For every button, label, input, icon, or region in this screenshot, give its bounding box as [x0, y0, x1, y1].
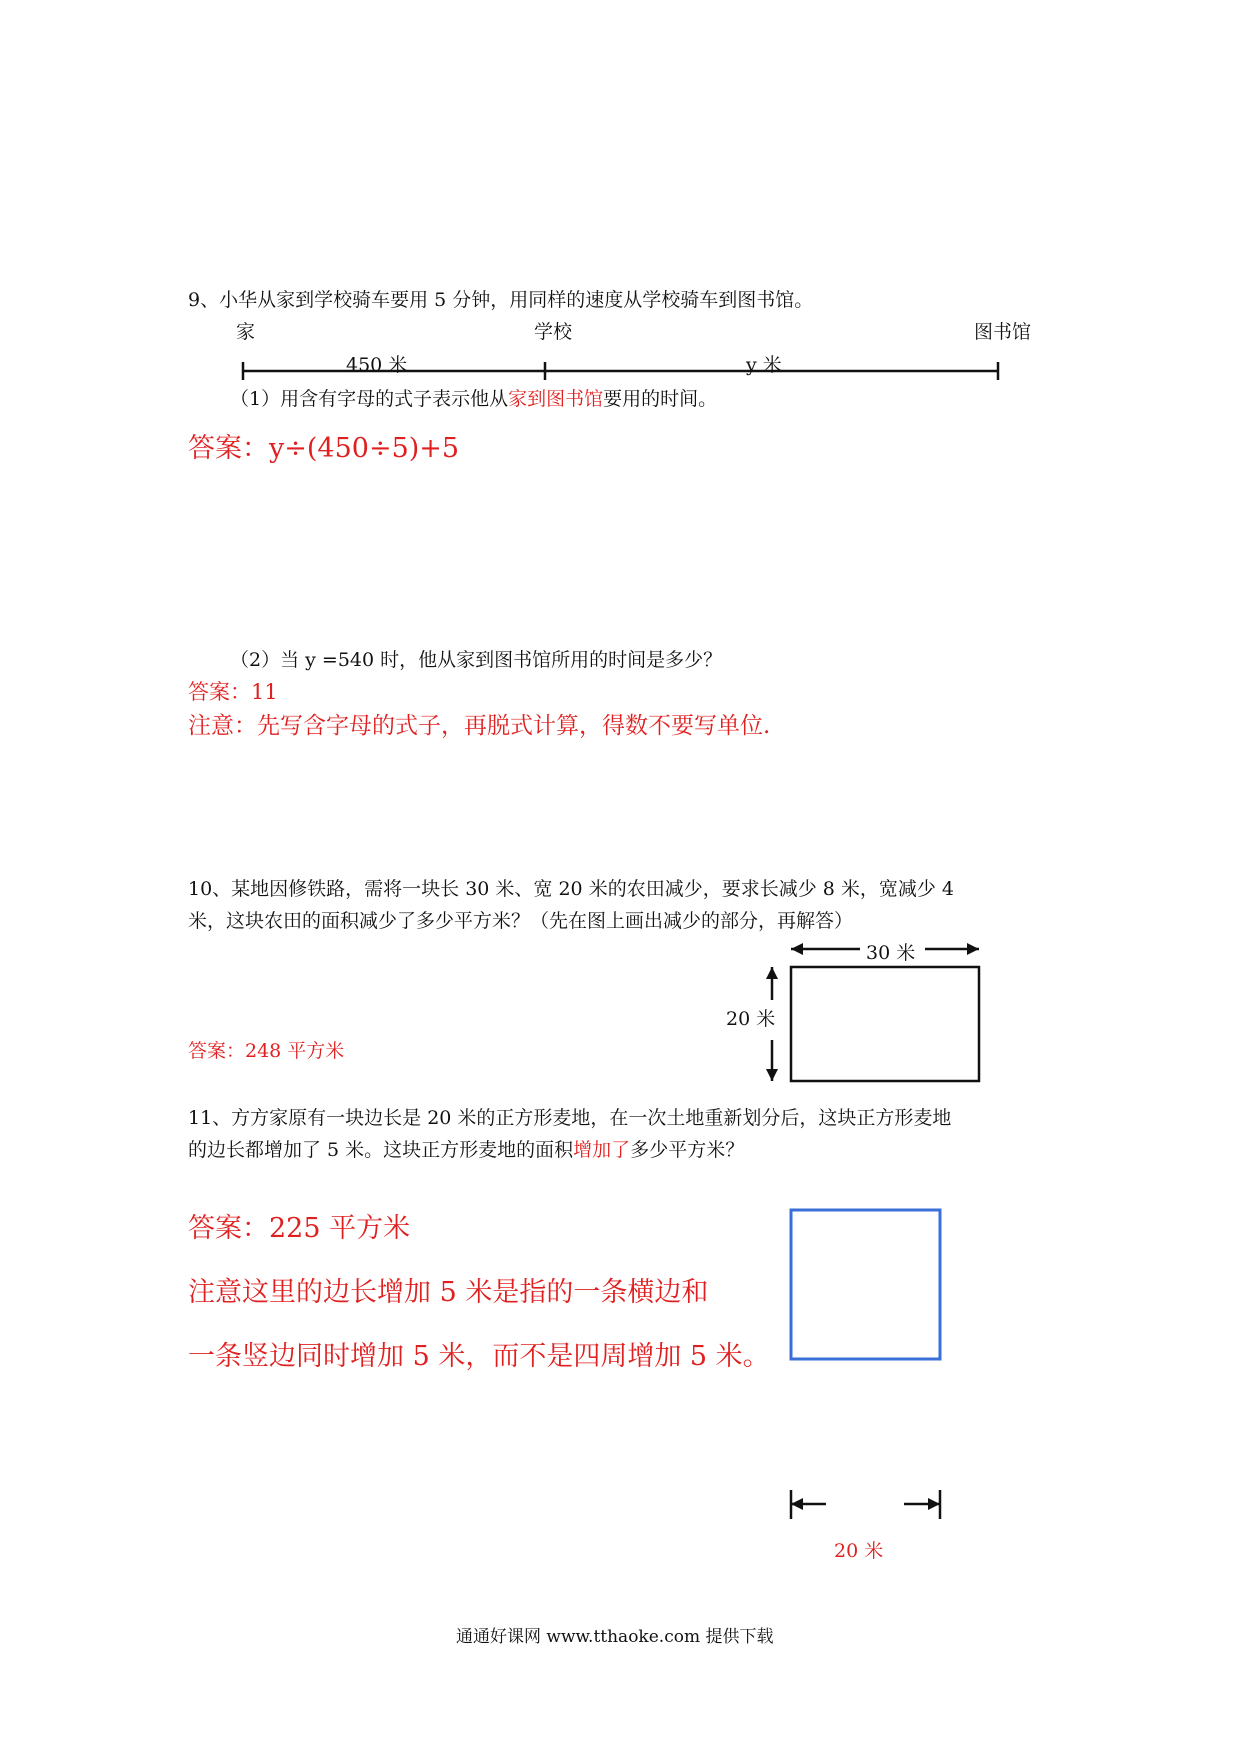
q11-question-line2: [188, 1135, 744, 1162]
q10-field-rect: [791, 967, 979, 1081]
q11-answer: 答案：225 平方米: [188, 1213, 411, 1244]
q10-question-line2: 米，这块农田的面积减少了多少平方米？（先在图上画出减少的部分，再解答）: [188, 910, 854, 932]
segment-450: 450 米: [346, 354, 408, 376]
q11-line2-post: 多少平方米？: [630, 1139, 745, 1161]
q11-line2-pre: 的边长都增加了 5 米。这块正方形麦地的面积: [188, 1139, 574, 1161]
segment-y: y 米: [746, 354, 782, 376]
q10-width-label: 20 米: [726, 1008, 776, 1030]
q9-part2-note: 注意：先写含字母的式子，再脱式计算，得数不要写单位.: [188, 713, 771, 739]
q11-line2-highlight: 增加了: [573, 1139, 631, 1161]
q9-part1-highlight: 家到图书馆: [508, 388, 604, 410]
q11-question-line1: 11、方方家原有一块边长是 20 米的正方形麦地，在一次土地重新划分后，这块正方形麦地: [188, 1107, 952, 1129]
label-school: 学校: [534, 321, 573, 343]
q10-answer: 答案：248 平方米: [188, 1040, 345, 1062]
q11-note-line1: 注意这里的边长增加 5 米是指的一条横边和: [188, 1277, 709, 1308]
q11-square: [791, 1210, 940, 1359]
q10-length-label: 30 米: [866, 942, 916, 964]
label-home: 家: [236, 321, 256, 343]
q9-part1-answer: 答案：y÷(450÷5)+5: [188, 433, 460, 464]
q9-part2-question: （2）当 y =540 时，他从家到图书馆所用的时间是多少？: [230, 649, 723, 671]
q9-part1-question: [230, 384, 717, 411]
q9-part2-answer: 答案：11: [188, 680, 278, 704]
q11-note-line2: 一条竖边同时增加 5 米，而不是四周增加 5 米。: [188, 1341, 770, 1372]
q9-part1-pre: （1）用含有字母的式子表示他从: [230, 388, 509, 410]
q9-question: 9、小华从家到学校骑车要用 5 分钟，用同样的速度从学校骑车到图书馆。: [188, 289, 814, 311]
q10-question-line1: 10、某地因修铁路，需将一块长 30 米、宽 20 米的农田减少，要求长减少 8 米，宽减少 4: [188, 878, 954, 900]
q11-dimension-marker: [791, 1490, 940, 1519]
q9-part1-post: 要用的时间。: [603, 388, 718, 410]
page-footer: 通通好课网 www.tthaoke.com 提供下载: [456, 1627, 774, 1647]
q11-side-label: 20 米: [834, 1540, 884, 1562]
label-library: 图书馆: [974, 321, 1032, 343]
